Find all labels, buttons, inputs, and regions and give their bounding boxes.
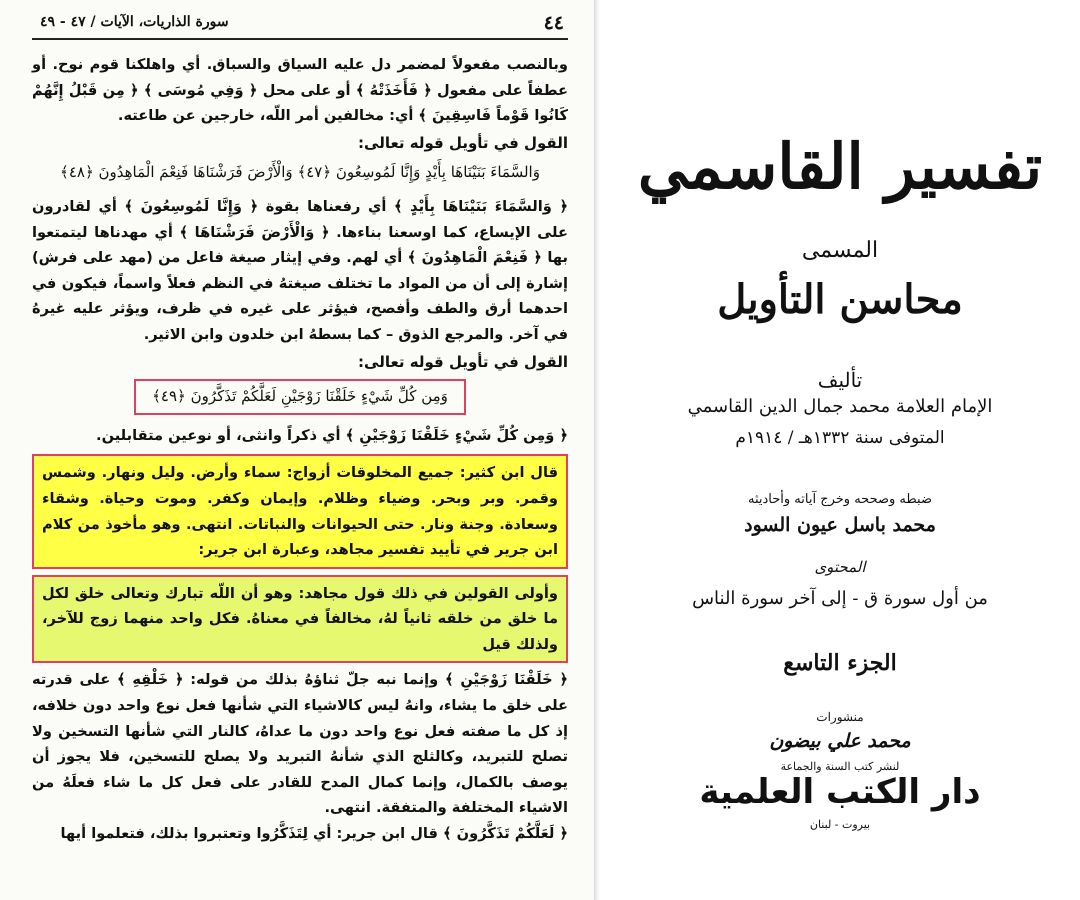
section-heading: القول في تأويل قوله تعالى:	[358, 352, 568, 371]
quran-verse-boxed	[32, 379, 568, 415]
editor-note: ضبطه وصححه وخرج آياته وأحاديثه	[747, 492, 933, 507]
paragraph: ﴿ لَعَلَّكُمْ تَذَكَّرُونَ ﴾ قال ابن جرير: أي لِتَذَكَّرُوا وتعتبروا بذلك، فتعلموا أيها	[60, 825, 568, 843]
author-death-date: المتوفى سنة ١٣٣٢هـ / ١٩١٤م	[735, 428, 945, 448]
volume-label: الجزء التاسع	[783, 650, 897, 676]
quran-verse: وَالسَّمَاءَ بَنَيْنَاهَا بِأَيْدٍ وَإِنَّا لَمُوسِعُونَ ﴿٤٧﴾ وَالْأَرْضَ فَرَشْنَاهَا فَنِعْمَ الْمَاهِدُونَ ﴿٤٨﴾	[60, 163, 540, 182]
authored-label: تأليف	[817, 368, 863, 392]
paragraph: ﴿ وَالسَّمَاءَ بَنَيْنَاهَا بِأَيْدٍ ﴾ أي رفعناها بقوة ﴿ وَإِنَّا لَمُوسِعُونَ ﴾ أي لقادرون على الإيساع، كما اوسعنا بناءها. ﴿ وَالْأَرْضَ فَرَشْنَاهَا ﴾ أي مهدناها ليتمتعوا بها ﴿ فَنِعْمَ الْمَاهِدُونَ ﴾ أي لهم. وفي إيثار صيغة فاعل من (مهد على فرش) إشارة إلى أن من المواد ما تختلف صيغتهُ في النظم فعلاً واسماً، فيكون في احدهما أرق والطف وأفصح، فيؤثر على غيره في ظرف، ويؤثر عليه غيرهُ في آخر. والمرجع الذوق – كما بسطهُ ابن خلدون وابن الاثير.	[32, 197, 568, 343]
contents-label: المحتوى	[814, 558, 866, 576]
contents-range: من أول سورة ق - إلى آخر سورة الناس	[692, 588, 988, 609]
paragraph: ﴿ وَمِن كُلِّ شَيْءٍ خَلَقْنَا زَوْجَيْنِ ﴾ أي ذكراً وانثى، أو نوعين متقابلين.	[96, 426, 568, 444]
publisher-city: بيروت - لبنان	[809, 818, 871, 831]
paragraph: وبالنصب مفعولاً لمضمر دل عليه السياق والسباق. أي واهلكنا قوم نوح. أو عطفاً على مفعول ﴿ فَأَخَذَتْهُ ﴾ أو على محل ﴿ وَفِي مُوسَى ﴾ ﴿ مِن قَبْلُ إِنَّهُمْ كَانُوا قَوْماً فَاسِقِينَ ﴾ أي: مخالفين أمر اللّه، خارجين عن طاعته.	[32, 56, 568, 125]
verse-text: وَمِن كُلِّ شَيْءٍ خَلَقْنَا زَوْجَيْنِ لَعَلَّكُمْ تَذَكَّرُونَ ﴿٤٩﴾	[134, 379, 466, 415]
publisher-tagline: لنشر كتب السنة والجماعة	[780, 760, 900, 773]
tafsir-text	[32, 52, 568, 847]
editor-name: محمد باسل عيون السود	[744, 514, 936, 536]
highlighted-quote-ibn-jarir: وأولى القولين في ذلك قول مجاهد: وهو أن اللّه تبارك وتعالى خلق لكل ما خلق من خلقه ثانياً لهُ، مخالفاً في معناهُ. فكل واحد منهما زوج للآخر، ولذلك قيل	[32, 575, 568, 664]
page-header	[32, 12, 568, 40]
book-title-page	[600, 0, 1080, 900]
section-heading: القول في تأويل قوله تعالى:	[358, 133, 568, 152]
publisher-name: محمد علي بيضون	[769, 730, 911, 752]
book-title: تفسير القاسمي	[637, 130, 1043, 203]
paragraph: ﴿ خَلَقْنَا زَوْجَيْنِ ﴾ وإنما نبه جلّ ثناؤهُ بذلك من قوله: ﴿ خَلْقِهِ ﴾ على قدرته على خلق ما يشاء، وانهُ ليس كالاشياء التي شأنها فعل نوع واحد دون خلافه، إذ كل ما صفته فعل نوع واحد دون ما عداهُ، كالنار التي شأنها التسخين ولا تصلح للتبريد، وكالثلج الذي شأنهُ التبريد ولا يصلح للتسخين، فلا يجوز أن يوصف بالكمال، وإنما كمال المدح للقادر على فعل كل ما شاء فعلَهُ من الاشياء المختلفة والمتفقة. انتهى.	[32, 671, 568, 817]
book-subtitle: محاسن التأويل	[717, 276, 963, 323]
publications-label: منشورات	[816, 710, 864, 724]
highlighted-quote-ibn-kathir: قال ابن كثير: جميع المخلوقات أزواج: سماء وأرض. وليل ونهار. وشمس وقمر. وبر وبحر. وضياء وظلام. وإيمان وكفر. وموت وحياة. وشقاء وسعادة. وجنة ونار. حتى الحيوانات والنباتات. انتهى. وهو مأخوذ من كلام ابن جرير في تأييد تفسير مجاهد، وعبارة ابن جرير:	[32, 454, 568, 568]
page-number: ٤٤	[543, 12, 564, 34]
running-title: سورة الذاريات، الآيات / ٤٧ - ٤٩	[40, 14, 229, 30]
publisher-logo: دار الكتب العلمية	[699, 772, 981, 812]
author-name: الإمام العلامة محمد جمال الدين القاسمي	[687, 396, 993, 417]
named-label: المسمى	[801, 238, 879, 263]
